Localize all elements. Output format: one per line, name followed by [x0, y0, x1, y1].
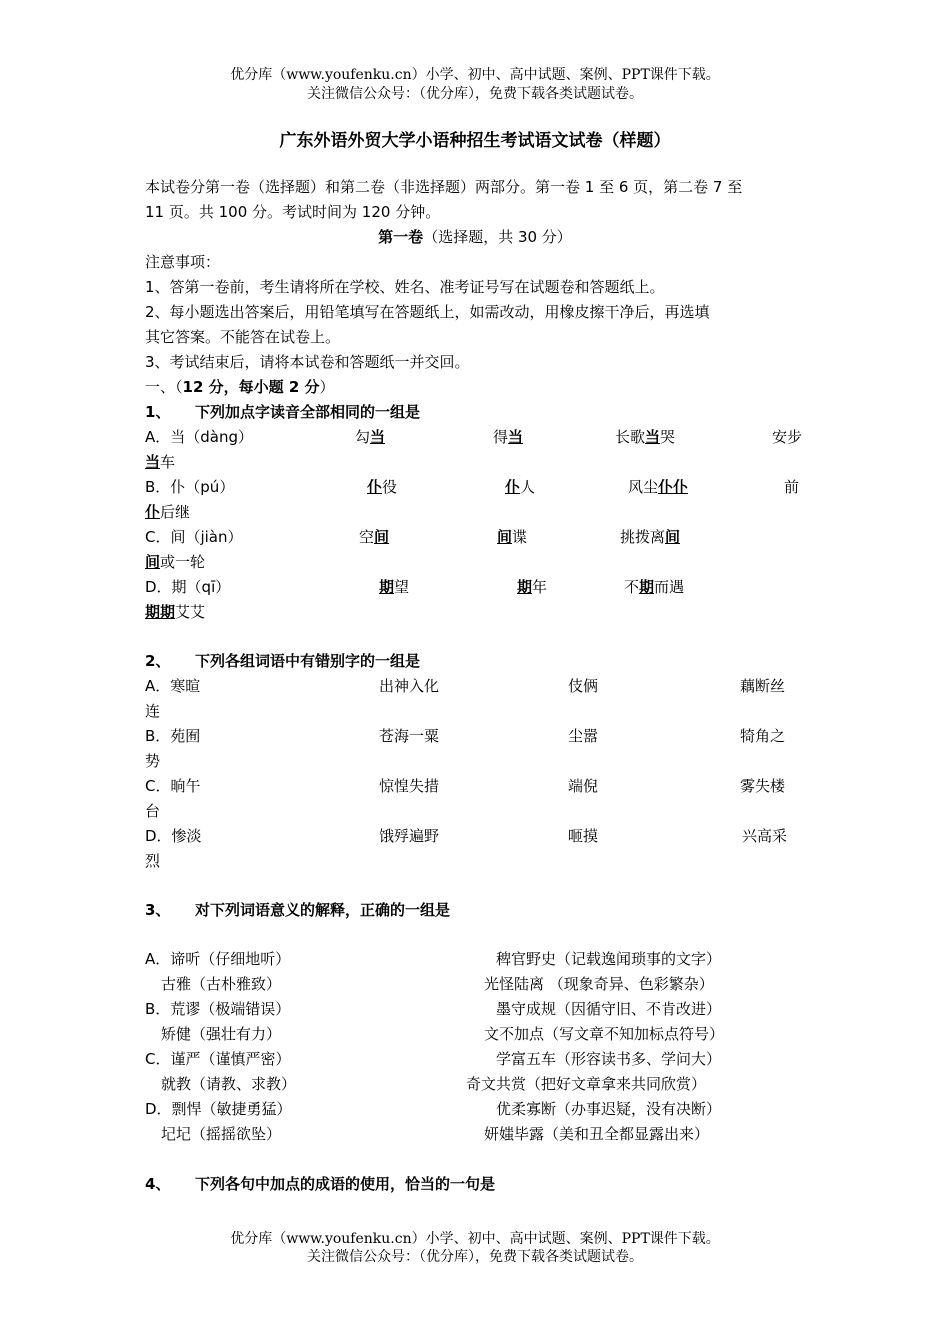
q1-option-b-word-4: 前 — [784, 478, 800, 496]
q3-row-5-right: 学富五车（形容读书多、学问大） — [496, 1050, 722, 1068]
q3-row-4-right: 文不加点（写文章不知加标点符号） — [484, 1025, 725, 1043]
footer-line-2: 关注微信公众号：（优分库），免费下载各类试题试卷。 — [307, 1249, 643, 1265]
q1-option-b-word-2: 仆人 — [505, 478, 536, 496]
q1-option-b-wrap: 仆后继 — [145, 503, 191, 521]
q3-row-1-right: 稗官野史（记载逸闻琐事的文字） — [496, 950, 722, 968]
q1-option-d-word-3: 不期而遇 — [624, 578, 685, 596]
q1-option-b-label: B．仆（pú） — [145, 478, 235, 496]
q2-option-a-label: A．寒暄 — [145, 677, 201, 695]
q3-number: 3、 — [145, 901, 171, 919]
q2-option-d-label: D．惨淡 — [145, 827, 202, 845]
q2-option-d-word-3: 兴高采 — [742, 827, 788, 845]
q3-row-7-left: D．剽悍（敏捷勇猛） — [145, 1100, 292, 1118]
volume-1-detail: （选择题，共 30 分） — [423, 228, 572, 246]
q2-option-d-word-2: 咂摸 — [568, 827, 599, 845]
header-line-2: 关注微信公众号：（优分库），免费下载各类试题试卷。 — [307, 86, 643, 102]
notes-heading: 注意事项： — [145, 253, 221, 271]
q2-option-a-word-3: 藕断丝 — [740, 677, 786, 695]
q1-option-c-word-2: 间谍 — [497, 528, 528, 546]
q2-option-b-word-1: 苍海一粟 — [379, 727, 440, 745]
q1-option-a-wrap: 当车 — [145, 453, 176, 471]
q4-number: 4、 — [145, 1175, 171, 1193]
q1-option-c-label: C．间（jiàn） — [145, 528, 243, 546]
q3-row-5-left: C．谨严（谨慎严密） — [145, 1050, 291, 1068]
q3-row-6-right: 奇文共赏（把好文章拿来共同欣赏） — [466, 1075, 707, 1093]
q3-row-2-right: 光怪陆离 （现象奇异、色彩繁杂） — [484, 975, 714, 993]
note-1: 1、答第一卷前，考生请将所在学校、姓名、准考证号写在试题卷和答题纸上。 — [145, 278, 665, 296]
q1-option-d-word-1: 期望 — [379, 578, 410, 596]
q2-option-c-word-2: 端倪 — [568, 777, 599, 795]
volume-1-label: 第一卷 — [378, 228, 424, 246]
q2-option-d-word-1: 饿殍遍野 — [379, 827, 440, 845]
q3-row-2-left: 古雅（古朴雅致） — [161, 975, 282, 993]
q3-row-3-right: 墨守成规（因循守旧、不肯改进） — [496, 1000, 722, 1018]
q1-text: 下列加点字读音全部相同的一组是 — [195, 403, 421, 421]
section-1-suffix: ） — [319, 378, 335, 396]
volume-1-heading — [0, 226, 950, 247]
note-3: 3、考试结束后，请将本试卷和答题纸一并交回。 — [145, 353, 470, 371]
q3-row-8-right: 妍媸毕露（美和丑全都显露出来） — [484, 1125, 710, 1143]
q2-option-b-wrap: 势 — [145, 752, 161, 770]
footer-line-1: 优分库（www.youfenku.cn）小学、初中、高中试题、案例、PPT课件下载。 — [230, 1231, 720, 1247]
q3-row-3-left: B．荒谬（极端错误） — [145, 1000, 291, 1018]
q2-option-a-wrap: 连 — [145, 702, 161, 720]
q1-option-d-label: D．期（qī） — [145, 578, 231, 596]
q2-option-d-wrap: 烈 — [145, 852, 161, 870]
q2-option-b-word-2: 尘嚣 — [568, 727, 599, 745]
q1-option-a-word-1: 勾当 — [355, 428, 386, 446]
q3-row-6-left: 就教（请教、求教） — [161, 1075, 297, 1093]
q3-text: 对下列词语意义的解释，正确的一组是 — [195, 901, 451, 919]
q1-option-c-word-3: 挑拨离间 — [620, 528, 681, 546]
q1-option-d-word-2: 期年 — [517, 578, 548, 596]
note-2-line-1: 2、每小题选出答案后，用铅笔填写在答题纸上，如需改动，用橡皮擦干净后，再选填 — [145, 303, 710, 321]
exam-title: 广东外语外贸大学小语种招生考试语文试卷（样题） — [279, 131, 671, 151]
q2-option-a-word-1: 出神入化 — [379, 677, 440, 695]
q1-option-d-wrap: 期期艾艾 — [145, 603, 206, 621]
q1-option-a-label: A．当（dàng） — [145, 428, 254, 446]
q1-option-c-word-1: 空间 — [359, 528, 390, 546]
q2-option-c-label: C．晌午 — [145, 777, 201, 795]
q2-option-b-word-3: 犄角之 — [740, 727, 786, 745]
q1-option-b-word-1: 仆役 — [367, 478, 398, 496]
q1-option-c-wrap: 间或一轮 — [145, 553, 206, 571]
q3-row-4-left: 矫健（强壮有力） — [161, 1025, 282, 1043]
section-1-prefix: 一、（ — [145, 378, 183, 396]
q2-option-b-label: B．苑囿 — [145, 727, 201, 745]
q2-option-c-word-3: 雾失楼 — [740, 777, 786, 795]
header-line-1: 优分库（www.youfenku.cn）小学、初中、高中试题、案例、PPT课件下载。 — [230, 67, 720, 83]
q2-option-a-word-2: 伎俩 — [568, 677, 599, 695]
section-1-heading — [145, 376, 335, 397]
q3-row-7-right: 优柔寡断（办事迟疑，没有决断） — [496, 1100, 722, 1118]
q3-row-1-left: A．谛听（仔细地听） — [145, 950, 291, 968]
note-2-line-2: 其它答案。不能答在试卷上。 — [145, 328, 341, 346]
intro-line-2: 11 页。共 100 分。考试时间为 120 分钟。 — [145, 203, 441, 221]
intro-line-1: 本试卷分第一卷（选择题）和第二卷（非选择题）两部分。第一卷 1 至 6 页，第二卷 7 至 — [145, 178, 743, 196]
q4-text: 下列各句中加点的成语的使用，恰当的一句是 — [195, 1175, 496, 1193]
q1-number: 1、 — [145, 403, 171, 421]
q1-option-b-word-3: 风尘仆仆 — [628, 478, 689, 496]
q2-option-c-word-1: 惊惶失措 — [379, 777, 440, 795]
q2-option-c-wrap: 台 — [145, 802, 161, 820]
q1-option-a-word-3: 长歌当哭 — [615, 428, 676, 446]
q1-option-a-word-4: 安步 — [772, 428, 803, 446]
q2-number: 2、 — [145, 652, 171, 670]
q1-option-a-word-2: 得当 — [493, 428, 524, 446]
q2-text: 下列各组词语中有错别字的一组是 — [195, 652, 421, 670]
q3-row-8-left: 圮圮（摇摇欲坠） — [161, 1125, 282, 1143]
section-1-points: 12 分，每小题 2 分 — [182, 378, 320, 396]
